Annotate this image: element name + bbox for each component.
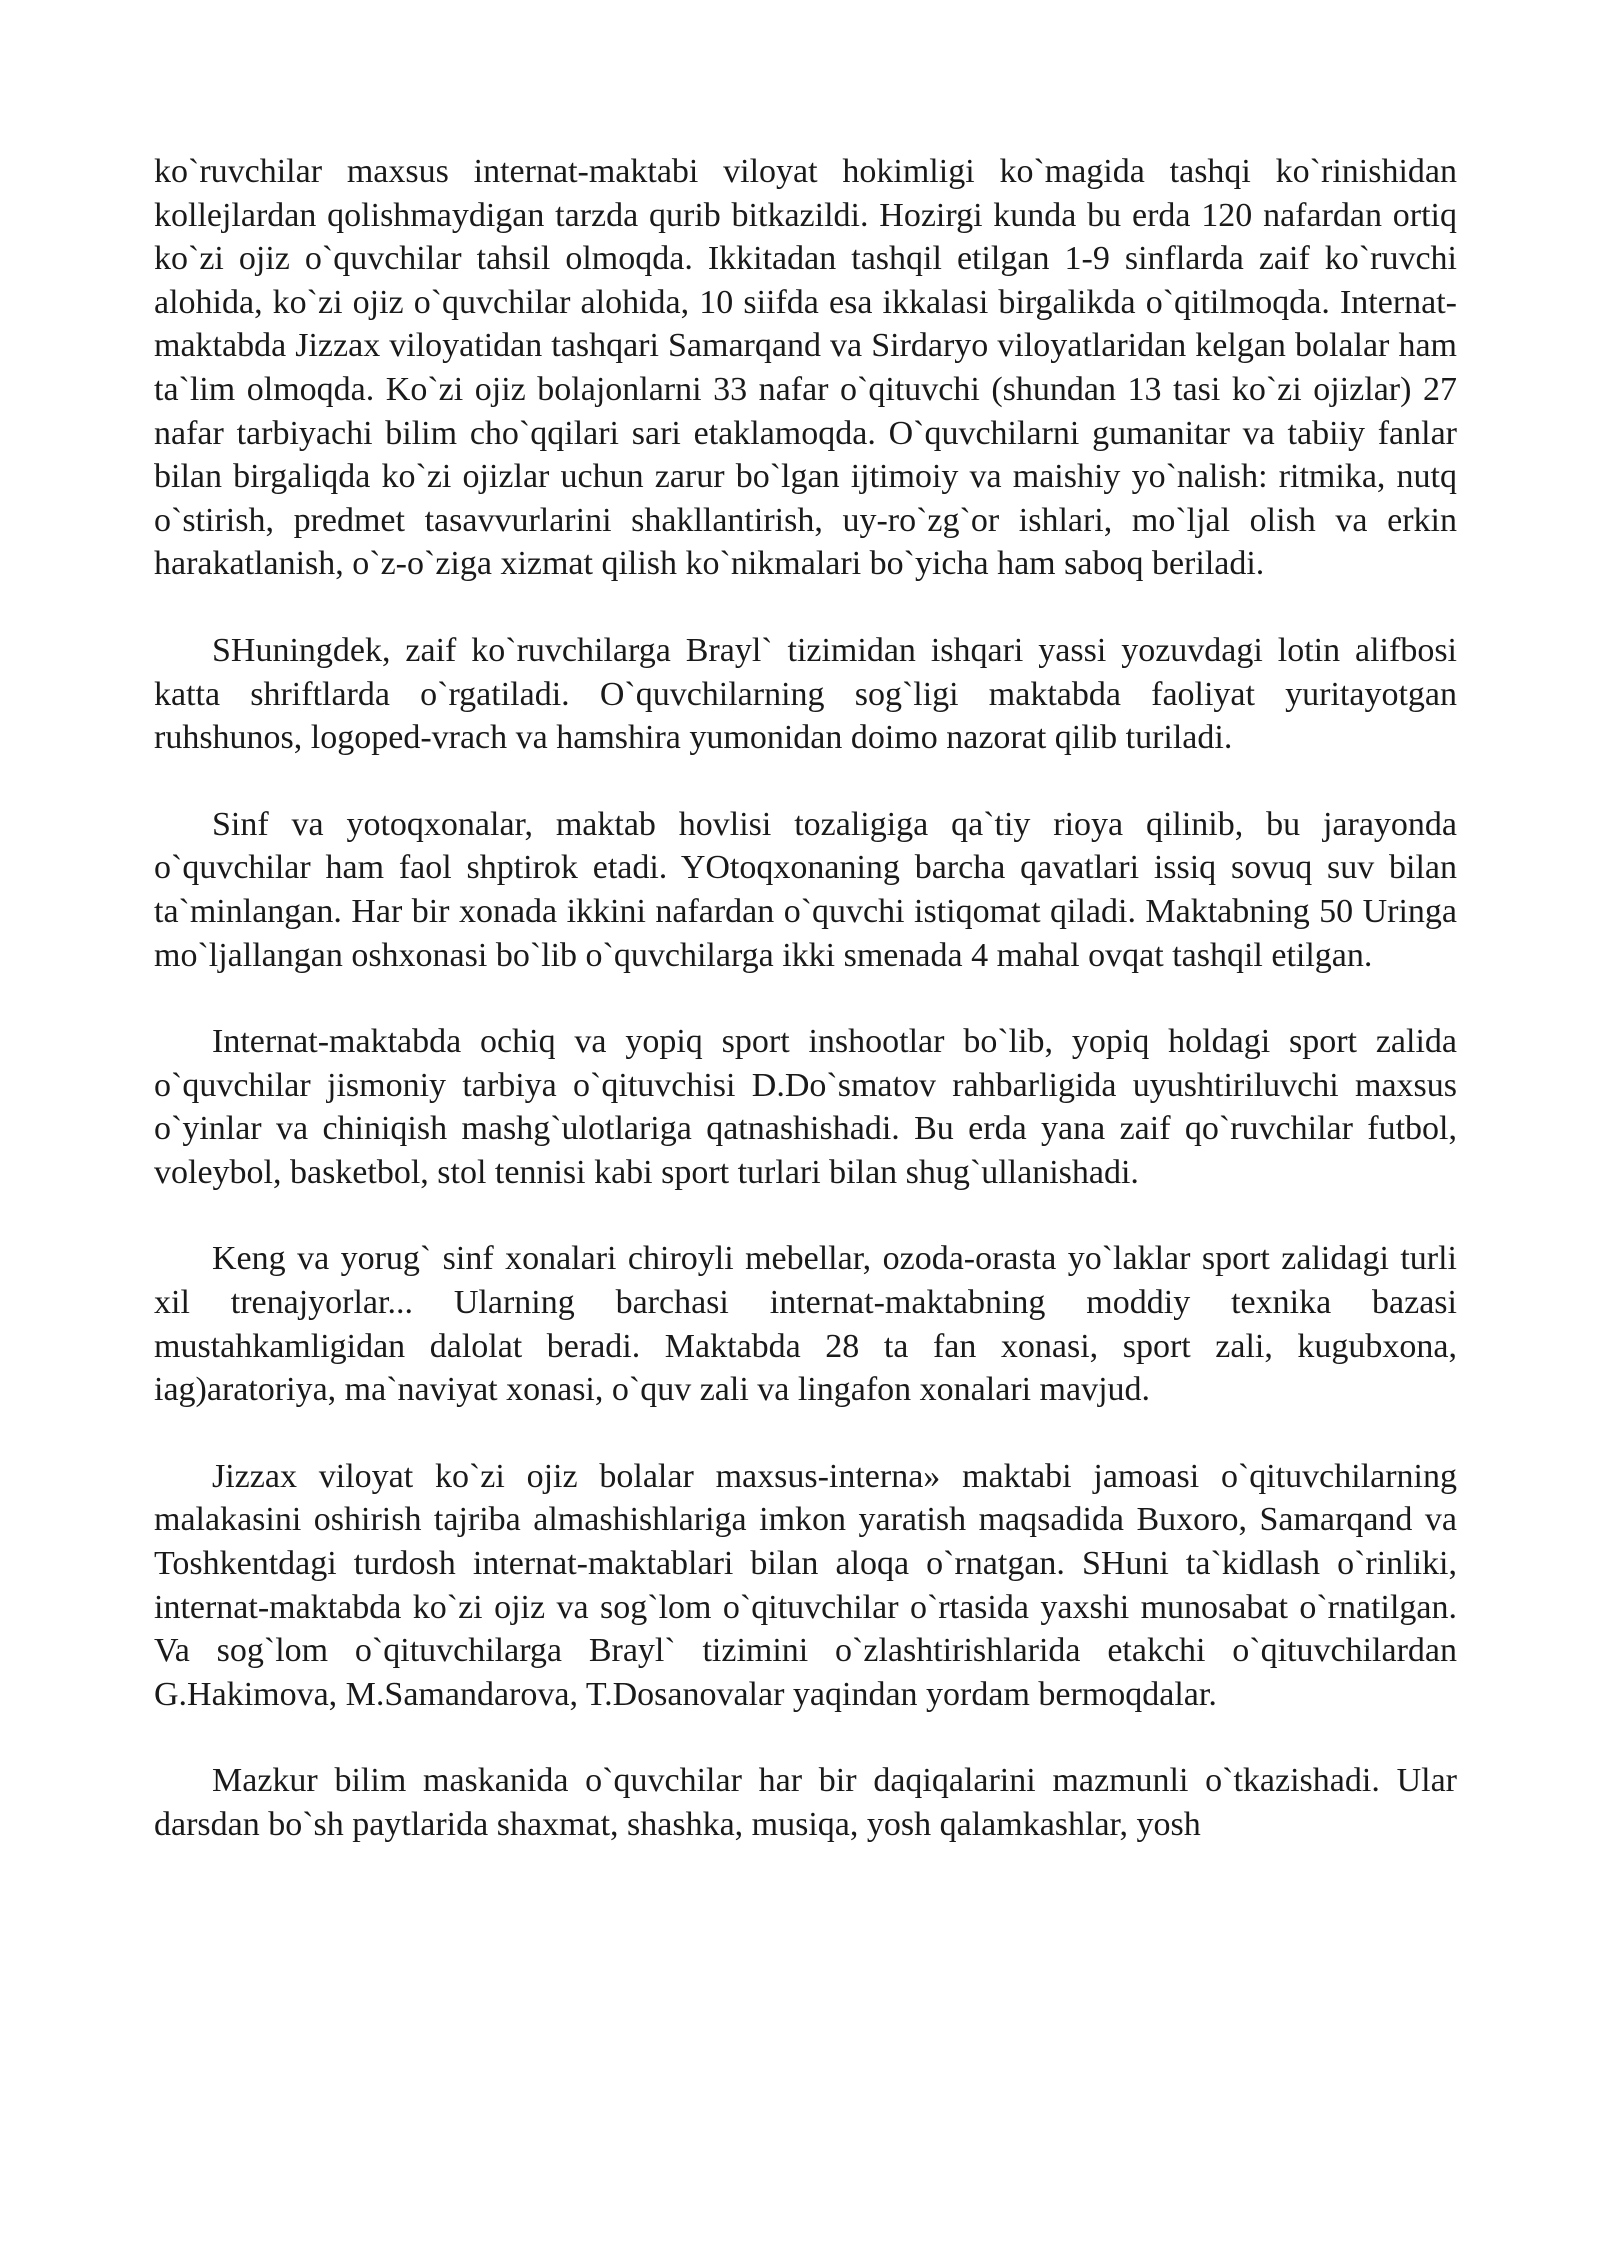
document-page [154,150,1457,1890]
paragraph-5: Keng va yorug` sinf xonalari chiroyli mebellar, ozoda-orasta yo`laklar sport zalidagi turli xil trenajyorlar... Ularning barchasi internat-maktabning moddiy texnika bazasi mustahkamligidan dalolat beradi. Maktabda 28 ta fan xonasi, sport zali, kugubxona, iag)aratoriya, ma`naviyat xonasi, o`quv zali va lingafon xonalari mavjud. [154,1240,1457,1409]
paragraph-7: Mazkur bilim maskanida o`quvchilar har bir daqiqalarini mazmunli o`tkazishadi. Ular darsdan bo`sh paytlarida shaxmat, shashka, musiqa, yosh qalamkashlar, yosh [154,1762,1457,1843]
paragraph-3: Sinf va yotoqxonalar, maktab hovlisi tozaligiga qa`tiy rioya qilinib, bu jarayonda o`quvchilar ham faol shptirok etadi. YOtoqxonaning barcha qavatlari issiq sovuq suv bilan ta`minlangan. Har bir xonada ikkini nafardan o`quvchi istiqomat qiladi. Maktabning 50 Uringa mo`ljallangan oshxonasi bo`lib o`quvchilarga ikki smenada 4 mahal ovqat tashqil etilgan. [154,805,1457,974]
paragraph-6: Jizzax viloyat ko`zi ojiz bolalar maxsus-interna» maktabi jamoasi o`qituvchilarning malakasini oshirish tajriba almashishlariga imkon yaratish maqsadida Buxoro, Samarqand va Toshkentdagi turdosh internat-maktablari bilan aloqa o`rnatgan. SHuni ta`kidlash o`rinliki, internat-maktabda ko`zi ojiz va sog`lom o`qituvchilar o`rtasida yaxshi munosabat o`rnatilgan. Va sog`lom o`qituvchilarga Brayl` tizimini o`zlashtirishlarida etakchi o`qituvchilardan G.Hakimova, M.Samandarova, T.Dosanovalar yaqindan yordam bermoqdalar. [154,1457,1457,1713]
paragraph-4: Internat-maktabda ochiq va yopiq sport inshootlar bo`lib, yopiq holdagi sport zalida o`quvchilar jismoniy tarbiya o`qituvchisi D.Do`smatov rahbarligida uyushtiriluvchi maxsus o`yinlar va chiniqish mashg`ulotlariga qatnashishadi. Bu erda yana zaif qo`ruvchilar futbol, voleybol, basketbol, stol tennisi kabi sport turlari bilan shug`ullanishadi. [154,1023,1457,1191]
paragraph-2: SHuningdek, zaif ko`ruvchilarga Brayl` tizimidan ishqari yassi yozuvdagi lotin alifbosi katta shriftlarda o`rgatiladi. O`quvchilarning sog`ligi maktabda faoliyat yuritayotgan ruhshunos, logoped-vrach va hamshira yumonidan doimo nazorat qilib turiladi. [154,631,1457,757]
paragraph-1: ko`ruvchilar maxsus internat-maktabi viloyat hokimligi ko`magida tashqi ko`rinishidan kollejlardan qolishmaydigan tarzda qurib bitkazildi. Hozirgi kunda bu erda 120 nafardan ortiq ko`zi ojiz o`quvchilar tahsil olmoqda. Ikkitadan tashqil etilgan 1-9 sinflarda zaif ko`ruvchi alohida, ko`zi ojiz o`quvchilar alohida, 10 siifda esa ikkalasi birgalikda o`qitilmoqda. Internat-maktabda Jizzax viloyatidan tashqari Samarqand va Sirdaryo viloyatlaridan kelgan bolalar ham ta`lim olmoqda. Ko`zi ojiz bolajonlarni 33 nafar o`qituvchi (shundan 13 tasi ko`zi ojizlar) 27 nafar tarbiyachi bilim cho`qqilari sari etaklamoqda. O`quvchilarni gumanitar va tabiiy fanlar bilan birgaliqda ko`zi ojizlar uchun zarur bo`lgan ijtimoiy va maishiy yo`nalish: ritmika, nutq o`stirish, predmet tasavvurlarini shakllantirish, uy-ro`zg`or ishlari, mo`ljal olish va erkin harakatlanish, o`z-o`ziga xizmat qilish ko`nikmalari bo`yicha ham saboq beriladi. [154,153,1457,583]
